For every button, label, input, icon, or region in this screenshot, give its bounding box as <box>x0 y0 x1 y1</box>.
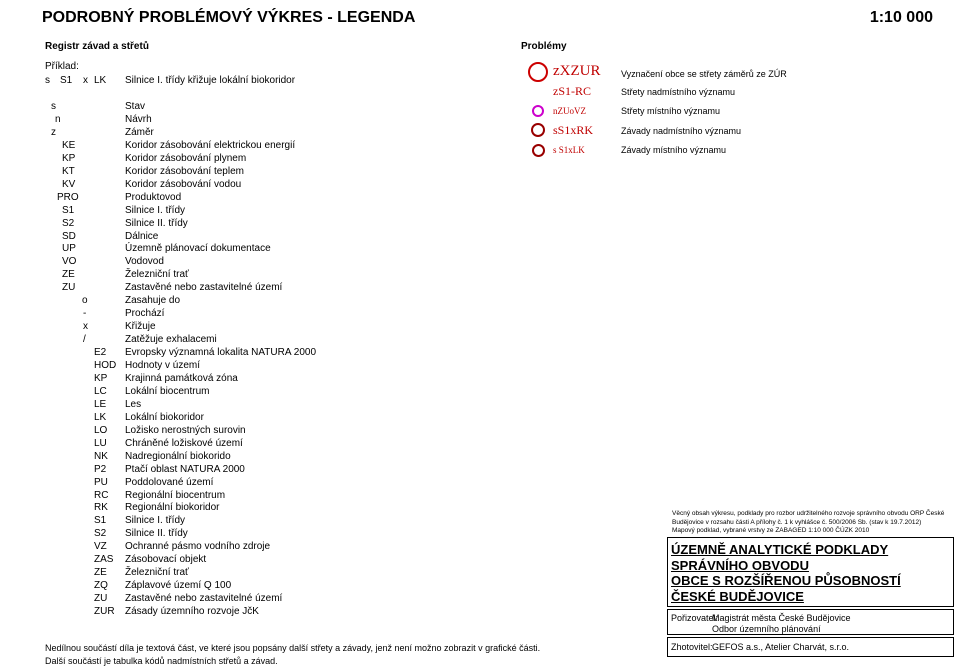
footer-note-1: Nedílnou součástí díla je textová část, ve které jsou popsány další střety a závady, jenž není možno zobrazit v grafické části. <box>45 643 541 653</box>
legend-code: ZE <box>94 567 107 579</box>
legend-description: Evropsky významná lokalita NATURA 2000 <box>125 347 317 359</box>
legend-code: KP <box>62 152 76 164</box>
legend-description: Silnice I. třídy <box>125 204 186 216</box>
registry-section-title: Registr závad a střetů <box>45 41 149 52</box>
problem-description: Střety místního významu <box>621 106 721 116</box>
legend-code: VO <box>62 256 77 268</box>
legend-description: Regionální biokoridor <box>125 502 220 514</box>
legend-code: S2 <box>94 528 107 540</box>
problem-ring-icon <box>532 105 544 117</box>
legend-description: Lokální biocentrum <box>125 385 210 397</box>
legend-description: Ptačí oblast NATURA 2000 <box>125 463 245 475</box>
legend-code: S1 <box>94 515 107 527</box>
legend-code: PU <box>94 476 108 488</box>
legend-code: ZU <box>62 282 76 294</box>
legend-description: Záměr <box>125 126 154 138</box>
legend-description: Regionální biocentrum <box>125 489 226 501</box>
legend-description: Zásobovací objekt <box>125 554 207 566</box>
example-text: Silnice I. třídy křižuje lokální biokoridor <box>125 75 296 86</box>
problem-ring-icon <box>531 123 545 137</box>
legend-description: Zatěžuje exhalacemi <box>125 334 217 346</box>
legend-description: Stav <box>125 101 146 112</box>
legend-description: Silnice II. třídy <box>125 528 188 540</box>
legend-description: Lokální biokoridor <box>125 411 204 423</box>
legend-code: x <box>83 321 88 333</box>
legend-description: Poddolované území <box>125 476 214 488</box>
page-title: PODROBNÝ PROBLÉMOVÝ VÝKRES - LEGENDA <box>42 9 416 26</box>
legend-description: Koridor zásobování plynem <box>125 152 247 164</box>
problem-description: Závady místního významu <box>621 145 727 155</box>
legend-code: - <box>83 308 87 320</box>
title-block-notes <box>672 510 944 536</box>
legend-description: Záplavové území Q 100 <box>125 580 232 592</box>
legend-code: ZUR <box>94 606 115 618</box>
legend-code: LE <box>94 398 107 410</box>
project-title-box <box>667 537 954 607</box>
legend-code: S2 <box>62 217 75 229</box>
legend-code: HOD <box>94 360 117 371</box>
legend-code: UP <box>62 243 76 255</box>
legend-code: LU <box>94 437 107 449</box>
legend-description: Prochází <box>125 308 165 320</box>
example-target: LK <box>94 75 107 86</box>
legend-description: Koridor zásobování teplem <box>125 165 244 177</box>
note-line-3: Mapový podklad, vybrané vrstvy ze ZABAGED 1:10 000 ČÚZK 2010 <box>672 527 870 534</box>
legend-code: P2 <box>94 463 107 475</box>
legend-code: KP <box>94 372 108 384</box>
legend-description: Územně plánovací dokumentace <box>125 243 271 255</box>
legend-code: PRO <box>57 191 79 203</box>
problem-description: Závady nadmístního významu <box>621 126 742 136</box>
legend-code: o <box>82 295 88 307</box>
client-name: Magistrát města České Budějovice <box>712 613 851 623</box>
legend-description: Hodnoty v území <box>125 360 201 371</box>
legend-description: Zasahuje do <box>125 295 181 307</box>
project-title-line-4: ČESKÉ BUDĚJOVICE <box>671 588 804 604</box>
client-department: Odbor územního plánování <box>712 624 821 634</box>
legend-description: Nadregionální biokorido <box>125 450 231 462</box>
legend-code: ZE <box>62 269 75 281</box>
example-label: Příklad: <box>45 61 79 72</box>
example-state: s <box>45 75 50 86</box>
problem-code: zS1-RC <box>553 84 592 98</box>
legend-description: Silnice II. třídy <box>125 217 188 229</box>
project-title-line-3: OBCE S ROZŠÍŘENOU PŮSOBNOSTÍ <box>671 573 901 588</box>
legend-code: S1 <box>62 204 75 216</box>
legend-code: n <box>55 113 61 125</box>
legend-code: RC <box>94 489 109 501</box>
legend-code: ZU <box>94 593 108 605</box>
legend-description: Chráněné ložiskové území <box>125 437 243 449</box>
problem-code: nZUoVZ <box>553 106 586 116</box>
legend-code: KE <box>62 139 76 151</box>
legend-description: Křižuje <box>125 321 156 333</box>
legend-description: Koridor zásobování elektrickou energií <box>125 139 296 151</box>
legend-description: Koridor zásobování vodou <box>125 178 242 190</box>
problem-ring-icon <box>532 144 545 157</box>
legend-description: Les <box>125 398 142 410</box>
legend-description: Železniční trať <box>125 567 189 579</box>
legend-description: Zastavěné nebo zastavitelné území <box>125 282 283 294</box>
legend-code: s <box>51 101 56 112</box>
legend-description: Dálnice <box>125 230 159 242</box>
legend-code: VZ <box>94 541 107 553</box>
legend-code: NK <box>94 450 108 462</box>
project-title-line-2: SPRÁVNÍHO OBVODU <box>671 557 809 573</box>
problems-section-title: Problémy <box>521 41 567 52</box>
legend-code: SD <box>62 230 76 242</box>
legend-code: LK <box>94 411 107 423</box>
problem-code: sS1xRK <box>553 123 594 137</box>
client-box <box>667 609 954 635</box>
example-relation: x <box>83 75 88 86</box>
legend-description: Produktovod <box>125 191 182 203</box>
footer-note-2: Další součástí je tabulka kódů nadmístních střetů a závad. <box>45 656 278 666</box>
author-label: Zhotovitel: <box>671 642 713 652</box>
note-line-2: Budějovice v rozsahu části A přílohy č. 1 k vyhlášce č. 500/2006 Sb. (stav k 19.7.2012) <box>672 518 922 526</box>
legend-description: Železniční trať <box>125 269 189 281</box>
legend-code: LO <box>94 424 108 436</box>
project-title-line-1: ÚZEMNĚ ANALYTICKÉ PODKLADY <box>671 542 889 557</box>
legend-code: KV <box>62 178 76 190</box>
legend-description: Návrh <box>125 113 152 125</box>
legend-code: / <box>83 334 86 346</box>
legend-description: Silnice I. třídy <box>125 515 186 527</box>
legend-description: Krajinná památková zóna <box>125 372 238 384</box>
client-label: Pořizovatel: <box>671 613 719 623</box>
map-scale: 1:10 000 <box>869 9 933 26</box>
legend-code: RK <box>94 502 108 514</box>
problem-ring-icon <box>528 62 548 82</box>
legend-code: ZQ <box>94 580 108 592</box>
legend-code: KT <box>62 165 75 177</box>
legend-description: Zásady územního rozvoje JčK <box>125 606 259 618</box>
legend-code: z <box>51 126 56 138</box>
legend-description: Ložisko nerostných surovin <box>125 424 246 436</box>
legend-description: Vodovod <box>125 256 164 268</box>
project-title <box>671 542 901 604</box>
author-name: GEFOS a.s., Atelier Charvát, s.r.o. <box>712 642 850 652</box>
problem-description: Střety nadmístního významu <box>621 87 736 97</box>
problem-description: Vyznačení obce se střety záměrů ze ZÚR <box>621 69 787 79</box>
legend-description: Ochranné pásmo vodního zdroje <box>125 541 271 553</box>
legend-code: E2 <box>94 347 107 359</box>
problem-code: zXZUR <box>553 63 601 79</box>
note-line-1: Věcný obsah výkresu, podklady pro rozbor udržitelného rozvoje správního obvodu ORP České <box>672 510 945 517</box>
legend-description: Zastavěné nebo zastavitelné území <box>125 593 283 605</box>
legend-code: LC <box>94 385 107 397</box>
problem-code: s S1xLK <box>553 145 585 155</box>
example-object: S1 <box>60 75 73 86</box>
author-box <box>667 637 954 657</box>
legend-code: ZAS <box>94 554 114 566</box>
